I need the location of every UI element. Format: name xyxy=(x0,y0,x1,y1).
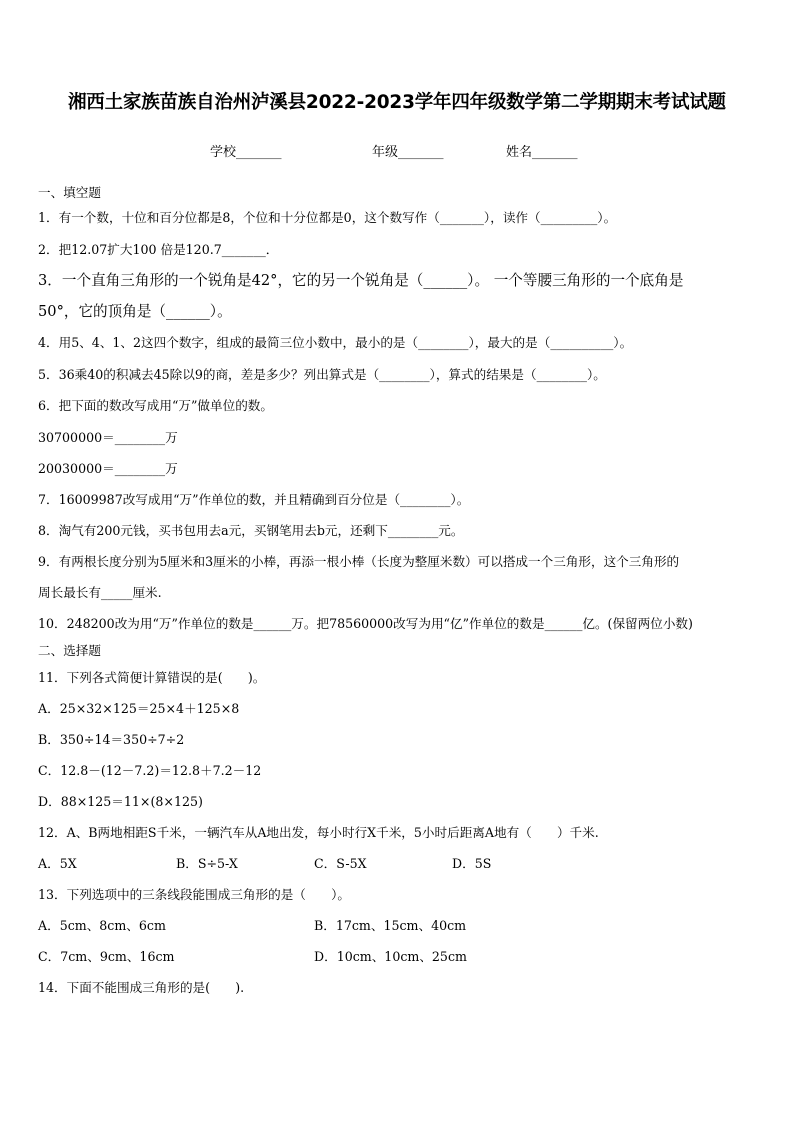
school-field: 学校_______ xyxy=(210,145,282,160)
question-5: 5．36乘40的积减去45除以9的商，差是多少？列出算式是（________），算式的结果是（________）。 xyxy=(38,367,606,382)
question-9-line-1: 9．有两根长度分别为5厘米和3厘米的小棒，再添一根小棒（长度为整厘米数）可以搭成一个三角形，这个三角形的 xyxy=(38,554,680,569)
name-field: 姓名_______ xyxy=(506,145,578,160)
question-13: 13．下列选项中的三条线段能围成三角形的是（ ）。 xyxy=(38,887,350,902)
question-7: 7．16009987改写成用“万”作单位的数，并且精确到百分位是（________）。 xyxy=(38,492,470,507)
question-13-option-a: A．5cm、8cm、6cm xyxy=(38,918,166,933)
question-6-item-a: 30700000＝________万 xyxy=(38,430,178,445)
question-11: 11．下列各式简便计算错误的是( )。 xyxy=(38,670,266,685)
question-12-option-d: D．5S xyxy=(452,856,492,871)
question-3-line-1: 3．一个直角三角形的一个锐角是42°，它的另一个锐角是（______）。 一个等腰三角形的一个底角是 xyxy=(38,272,684,289)
question-13-option-b: B．17cm、15cm、40cm xyxy=(314,918,467,933)
question-14: 14．下面不能围成三角形的是( ). xyxy=(38,980,245,995)
question-2: 2．把12.07扩大100 倍是120.7_______． xyxy=(38,242,279,257)
question-8: 8．淘气有200元钱，买书包用去a元，买钢笔用去b元，还剩下________元。 xyxy=(38,523,464,538)
question-11-option-d: D．88×125＝11×(8×125) xyxy=(38,794,203,809)
section-choice-heading: 二、选择题 xyxy=(38,643,101,658)
question-3-line-2: 50°，它的顶角是（______）。 xyxy=(38,303,232,320)
question-1: 1．有一个数，十位和百分位都是8，个位和十分位都是0，这个数写作（_______），读作（_________）。 xyxy=(38,210,617,225)
question-12-option-b: B．S÷5-X xyxy=(176,856,238,871)
question-11-option-c: C．12.8－(12－7.2)＝12.8＋7.2－12 xyxy=(38,763,262,778)
question-11-option-a: A．25×32×125＝25×4＋125×8 xyxy=(38,701,240,716)
grade-field: 年级_______ xyxy=(372,145,444,160)
question-12-option-a: A．5X xyxy=(38,856,77,871)
question-13-option-d: D．10cm、10cm、25cm xyxy=(314,949,467,964)
question-12: 12．A、B两地相距S千米，一辆汽车从A地出发，每小时行X千米，5小时后距离A地有（ ）千米. xyxy=(38,825,599,840)
question-10: 10．248200改为用“万”作单位的数是______万。把78560000改写为用“亿”作单位的数是______亿。(保留两位小数) xyxy=(38,616,693,631)
question-4: 4．用5、4、1、2这四个数字，组成的最简三位小数中，最小的是（________），最大的是（__________）。 xyxy=(38,335,633,350)
question-9-line-2: 周长最长有_____厘米. xyxy=(38,585,162,600)
question-6: 6．把下面的数改写成用“万”做单位的数。 xyxy=(38,398,273,413)
section-fill-heading: 一、填空题 xyxy=(38,185,101,200)
question-6-item-b: 20030000＝________万 xyxy=(38,461,178,476)
question-13-option-c: C．7cm、9cm、16cm xyxy=(38,949,175,964)
exam-title: 湘西土家族苗族自治州泸溪县2022-2023学年四年级数学第二学期期末考试试题 xyxy=(68,92,726,113)
question-12-option-c: C．S-5X xyxy=(314,856,367,871)
question-11-option-b: B．350÷14＝350÷7÷2 xyxy=(38,732,185,747)
